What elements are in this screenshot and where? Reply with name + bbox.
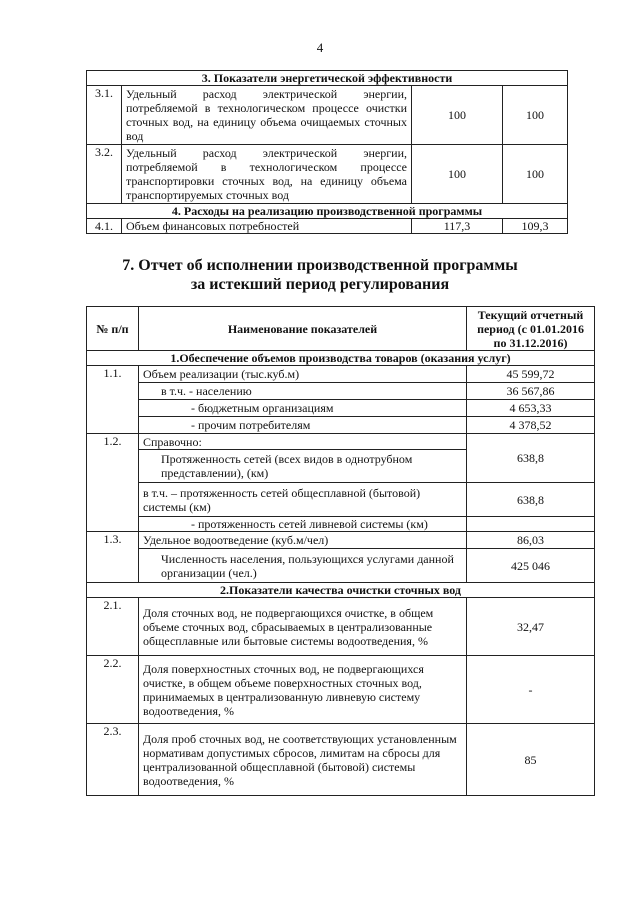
row-number: 3.1. (87, 86, 122, 145)
heading-line-2: за истекший период регулирования (190, 276, 450, 293)
table-row (87, 434, 595, 450)
table-row (87, 400, 595, 417)
value-cell: 100 (503, 145, 568, 204)
row-number: 1.1. (87, 366, 139, 434)
indicator-text: Справочно: (139, 434, 467, 450)
indicator-text: Протяженность сетей (всех видов в однотрубном представлении), (км) (139, 450, 467, 483)
indicator-text: Удельный расход электрической энергии, потребляемой в технологическом процессе очистки сточных вод, на единицу объема очищаемых сточных вод (122, 86, 412, 145)
table-row (87, 86, 568, 145)
value-cell: 100 (412, 86, 503, 145)
value-cell (467, 517, 595, 532)
value-cell: 425 046 (467, 549, 595, 583)
indicator-text: Численность населения, пользующихся услугами данной организации (чел.) (139, 549, 467, 583)
table-row (87, 366, 595, 383)
value-cell: 109,3 (503, 219, 568, 234)
section-7-heading (0, 256, 640, 294)
table-row (87, 483, 595, 517)
section-3-title: 3. Показатели энергетической эффективности (87, 71, 568, 86)
row-number: 2.2. (87, 656, 139, 724)
value-cell: 45 599,72 (467, 366, 595, 383)
value-cell: 117,3 (412, 219, 503, 234)
indicator-text: Удельное водоотведение (куб.м/чел) (139, 532, 467, 549)
table-row (87, 532, 595, 549)
table-row (87, 549, 595, 583)
value-cell: 32,47 (467, 598, 595, 656)
indicator-text: в т.ч. – протяженность сетей общесплавной (бытовой) системы (км) (139, 483, 467, 517)
indicator-text: Объем реализации (тыс.куб.м) (139, 366, 467, 383)
indicator-text: Доля сточных вод, не подвергающихся очистке, в общем объеме сточных вод, сбрасываемых в централизованные общесплавные или бытовые системы водоотведения, % (139, 598, 467, 656)
column-header-period: Текущий отчетный период (с 01.01.2016 по 31.12.2016) (467, 307, 595, 351)
indicator-text: Доля поверхностных сточных вод, не подвергающихся очистке, в общем объеме поверхностных сточных вод, принимаемых в централизованную ливневую систему водоотведения, % (139, 656, 467, 724)
value-cell: 36 567,86 (467, 383, 595, 400)
row-number: 1.2. (87, 434, 139, 532)
indicator-text: Удельный расход электрической энергии, потребляемой в технологическом процессе транспортировки сточных вод, на единицу объема транспортируемых сточных вод (122, 145, 412, 204)
table-header-row (87, 307, 595, 351)
heading-line-1: 7. Отчет об исполнении производственной программы (122, 257, 518, 274)
indicator-text: Доля проб сточных вод, не соответствующих установленным нормативам допустимых сбросов, лимитам на сбросы для централизованной общесплавной (бытовой) системы водоотведения, % (139, 724, 467, 796)
row-number: 4.1. (87, 219, 122, 234)
table-row (87, 656, 595, 724)
value-cell: 85 (467, 724, 595, 796)
indicator-text: - прочим потребителям (139, 417, 467, 434)
row-number: 2.1. (87, 598, 139, 656)
program-report-table (86, 306, 595, 796)
row-number: 1.3. (87, 532, 139, 583)
value-cell: 86,03 (467, 532, 595, 549)
section-4-title: 4. Расходы на реализацию производственной программы (87, 204, 568, 219)
indicator-text: в т.ч. - населению (139, 383, 467, 400)
value-cell: 100 (503, 86, 568, 145)
section-1-title: 1.Обеспечение объемов производства товаров (оказания услуг) (87, 351, 595, 366)
table-row (87, 383, 595, 400)
table-row (87, 517, 595, 532)
value-cell: 638,8 (467, 434, 595, 483)
energy-efficiency-table (86, 70, 568, 234)
table-row (87, 145, 568, 204)
table-row (87, 417, 595, 434)
value-cell: 100 (412, 145, 503, 204)
value-cell: 4 653,33 (467, 400, 595, 417)
indicator-text: - бюджетным организациям (139, 400, 467, 417)
table-row (87, 219, 568, 234)
page-number: 4 (316, 40, 324, 55)
column-header-number: № п/п (87, 307, 139, 351)
indicator-text: - протяженность сетей ливневой системы (км) (139, 517, 467, 532)
row-number: 3.2. (87, 145, 122, 204)
section-2-title: 2.Показатели качества очистки сточных вод (87, 583, 595, 598)
indicator-text: Объем финансовых потребностей (122, 219, 412, 234)
value-cell: 4 378,52 (467, 417, 595, 434)
column-header-name: Наименование показателей (139, 307, 467, 351)
row-number: 2.3. (87, 724, 139, 796)
value-cell: 638,8 (467, 483, 595, 517)
table-row (87, 724, 595, 796)
value-cell: - (467, 656, 595, 724)
table-row (87, 598, 595, 656)
